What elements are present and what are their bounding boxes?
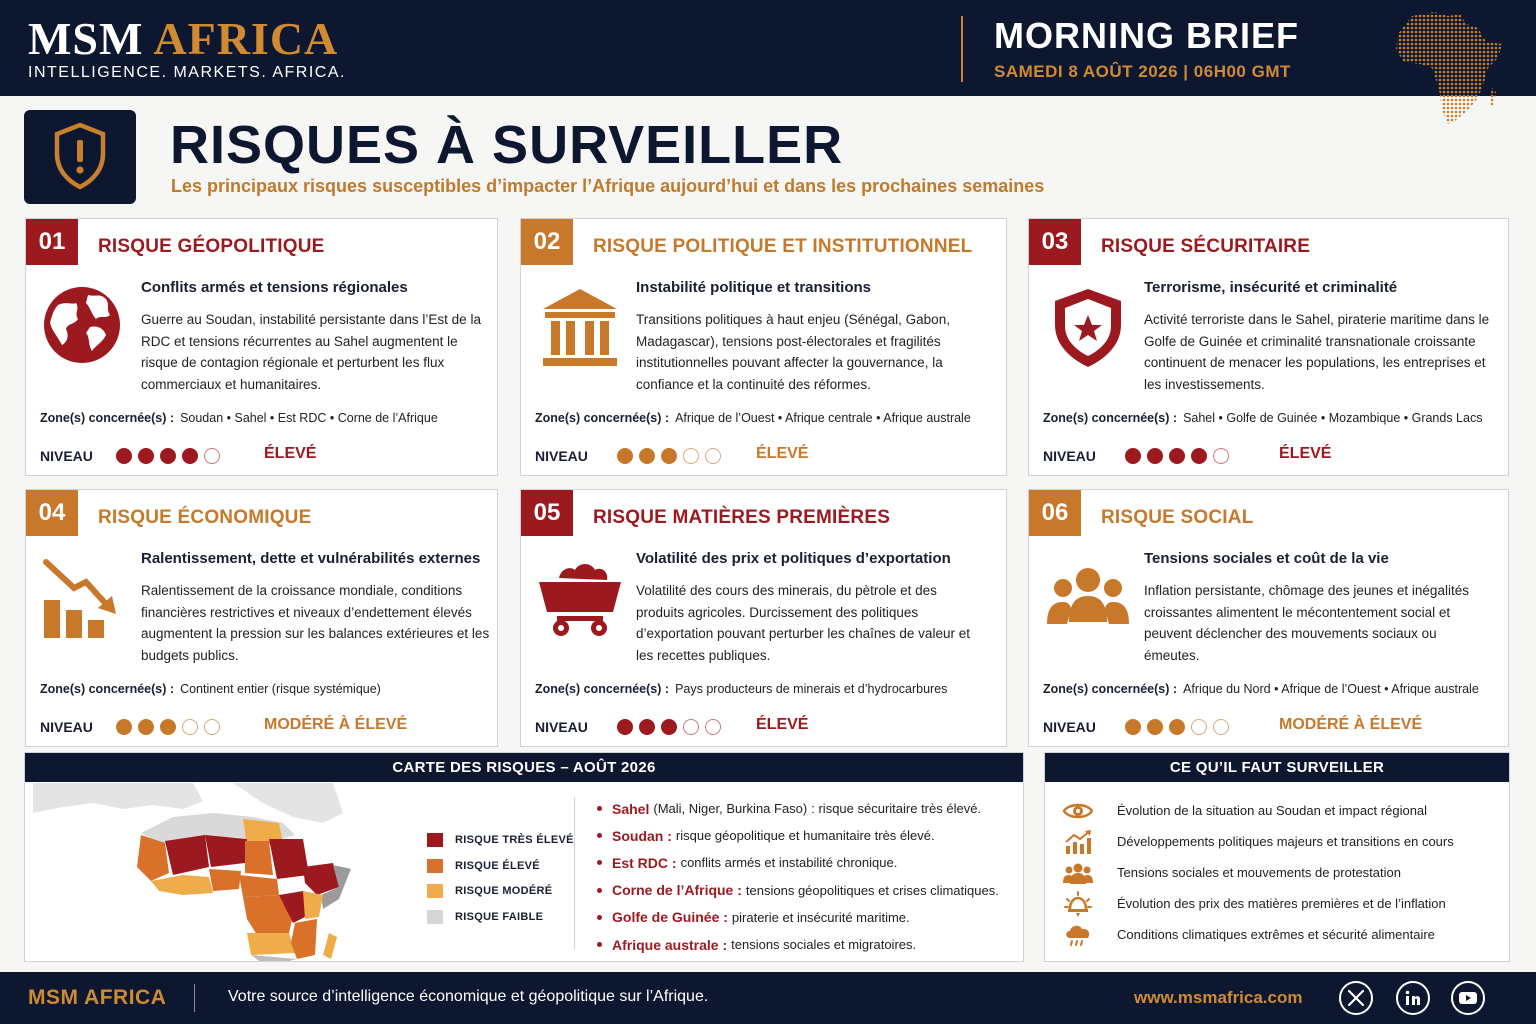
bullet <box>597 888 602 893</box>
region-item: Sahel (Mali, Niger, Burkina Faso) : risque sécuritaire très élevé. <box>597 795 999 822</box>
level-dot-filled <box>160 448 176 464</box>
footer <box>0 972 1536 1024</box>
level-dots <box>1125 448 1229 464</box>
level-dot-filled <box>639 719 655 735</box>
niveau-label: NIVEAU <box>40 448 93 464</box>
watch-item: Évolution des prix des matières premières et de l’inflation <box>1063 888 1454 919</box>
level-dot-empty <box>705 448 721 464</box>
africa-dotted-icon <box>1390 6 1510 130</box>
niveau-label: NIVEAU <box>535 448 588 464</box>
bullet <box>597 833 602 838</box>
region-item: Soudan : risque géopolitique et humanitaire très élevé. <box>597 822 999 849</box>
level-dot-filled <box>1147 448 1163 464</box>
level-dot-filled <box>1125 719 1141 735</box>
level-dot-empty <box>1213 448 1229 464</box>
region-item: Est RDC : conflits armés et instabilité chronique. <box>597 849 999 876</box>
warning-shield-icon <box>54 122 106 190</box>
bullet <box>597 915 602 920</box>
watch-panel-title: CE QU’IL FAUT SURVEILLER <box>1045 753 1509 782</box>
card-description: Guerre au Soudan, instabilité persistante dans l’Est de la RDC et tensions récurrentes au Sahel augmentent le risque de contagion régionale et perturbent les flux commerciaux et humanitaires. <box>141 312 481 392</box>
level-dot-empty <box>1213 719 1229 735</box>
watch-panel <box>1044 752 1510 962</box>
card-number: 02 <box>521 219 573 265</box>
level-dot-filled <box>160 719 176 735</box>
level-dot-filled <box>138 448 154 464</box>
level-dot-empty <box>182 719 198 735</box>
level-dots <box>116 719 220 735</box>
card-title: RISQUE MATIÈRES PREMIÈRES <box>593 507 891 528</box>
niveau-label: NIVEAU <box>1043 719 1096 735</box>
youtube-icon[interactable] <box>1451 981 1485 1015</box>
storm-cloud-icon <box>1063 922 1093 948</box>
eye-icon <box>1063 798 1093 824</box>
card-number: 03 <box>1029 219 1081 265</box>
legend-high: RISQUE ÉLEVÉ <box>427 857 574 875</box>
card-zones: Zone(s) concernée(s) : Afrique du Nord • Afrique de l’Ouest • Afrique australe <box>1043 682 1479 696</box>
risk-card-geopolitical[interactable] <box>25 218 498 476</box>
brief-title: MORNING BRIEF <box>994 15 1299 56</box>
level-dot-filled <box>116 719 132 735</box>
level-dot-filled <box>116 448 132 464</box>
level-dot-filled <box>1125 448 1141 464</box>
legend-swatch <box>427 833 443 847</box>
level-dots <box>1125 719 1229 735</box>
card-description: Transitions politiques à haut enjeu (Sénégal, Gabon, Madagascar), tensions post-électorales et fragilités institutionnelles pouvant affecter la gouvernance, la confiance et la continuité des réformes. <box>636 312 950 392</box>
card-description: Activité terroriste dans le Sahel, piraterie maritime dans le Golfe de Guinée et criminalité transnationale croissante continuent de menacer les populations, les entreprises et les investissements. <box>1144 312 1490 392</box>
card-number: 05 <box>521 490 573 536</box>
watch-item: Tensions sociales et mouvements de protestation <box>1063 857 1454 888</box>
card-number: 04 <box>26 490 78 536</box>
level-dot-filled <box>1169 719 1185 735</box>
legend-moderate: RISQUE MODÉRÉ <box>427 882 574 900</box>
map-divider <box>574 797 575 949</box>
card-subtitle: Conflits armés et tensions régionales <box>141 279 408 296</box>
risk-card-social[interactable] <box>1028 489 1509 747</box>
legend-swatch <box>427 859 443 873</box>
footer-tagline: Votre source d’intelligence économique et géopolitique sur l’Afrique. <box>228 988 709 1005</box>
risk-card-economic[interactable] <box>25 489 498 747</box>
watch-item: Conditions climatiques extrêmes et sécurité alimentaire <box>1063 919 1454 950</box>
level-dot-filled <box>639 448 655 464</box>
growth-chart-icon <box>1063 829 1093 855</box>
people-group-icon <box>1043 554 1133 644</box>
niveau-label: NIVEAU <box>40 719 93 735</box>
card-zones: Zone(s) concernée(s) : Soudan • Sahel • Est RDC • Corne de l’Afrique <box>40 411 438 425</box>
bullet <box>597 942 602 947</box>
legend-swatch <box>427 884 443 898</box>
level-dot-empty <box>705 719 721 735</box>
card-zones: Zone(s) concernée(s) : Afrique de l’Ouest • Afrique centrale • Afrique australe <box>535 411 971 425</box>
level-dots <box>617 719 721 735</box>
page-subtitle: Les principaux risques susceptibles d’impacter l’Afrique aujourd’hui et dans les prochaines semaines <box>171 176 1045 196</box>
x-icon[interactable] <box>1339 981 1373 1015</box>
card-number: 06 <box>1029 490 1081 536</box>
brand-logo[interactable]: MSM AFRICA <box>28 13 339 64</box>
level-dot-empty <box>1191 719 1207 735</box>
card-subtitle: Volatilité des prix et politiques d’exportation <box>636 550 951 567</box>
level-dot-filled <box>182 448 198 464</box>
card-subtitle: Tensions sociales et coût de la vie <box>1144 550 1389 567</box>
level-dot-filled <box>1169 448 1185 464</box>
risk-card-commodities[interactable] <box>520 489 1007 747</box>
map-panel-title: CARTE DES RISQUES – AOÛT 2026 <box>25 753 1023 782</box>
card-title: RISQUE ÉCONOMIQUE <box>98 507 312 528</box>
niveau-label: NIVEAU <box>535 719 588 735</box>
footer-brand[interactable]: MSM AFRICA <box>28 986 167 1009</box>
footer-website-link[interactable]: www.msmafrica.com <box>1134 988 1303 1007</box>
level-dots <box>116 448 220 464</box>
level-dot-empty <box>204 448 220 464</box>
risk-map-panel <box>24 752 1024 962</box>
footer-divider <box>194 984 195 1012</box>
legend-swatch <box>427 910 443 924</box>
linkedin-icon[interactable] <box>1396 981 1430 1015</box>
region-list <box>597 795 999 958</box>
bullet <box>597 860 602 865</box>
legend-very-high: RISQUE TRÈS ÉLEVÉ <box>427 831 574 849</box>
globe-icon <box>40 283 130 373</box>
mine-cart-icon <box>535 554 625 644</box>
level-dot-empty <box>204 719 220 735</box>
legend-low: RISQUE FAIBLE <box>427 908 574 926</box>
shield-star-icon <box>1043 283 1133 373</box>
brand-tagline: INTELLIGENCE. MARKETS. AFRICA. <box>28 64 346 81</box>
card-description: Volatilité des cours des minerais, du pètrole et des produits agricoles. Durcissement des politiques d’exportation pouvant perturber les chaînes de valeur et les recettes publiques. <box>636 583 970 663</box>
risk-card-political[interactable] <box>520 218 1007 476</box>
level-value: MODÉRÉ À ÉLEVÉ <box>264 716 408 733</box>
card-subtitle: Instabilité politique et transitions <box>636 279 872 296</box>
level-dots <box>617 448 721 464</box>
watch-item: Évolution de la situation au Soudan et impact régional <box>1063 795 1454 826</box>
region-item: Corne de l’Afrique : tensions géopolitiques et crises climatiques. <box>597 877 999 904</box>
level-dot-empty <box>683 448 699 464</box>
africa-risk-map[interactable] <box>33 783 423 961</box>
card-title: RISQUE GÉOPOLITIQUE <box>98 236 325 257</box>
sun-alert-icon <box>1063 891 1093 917</box>
level-value: ÉLEVÉ <box>756 445 809 462</box>
institution-icon <box>535 283 625 373</box>
watch-list <box>1063 795 1454 950</box>
region-item: Golfe de Guinée : piraterie et insécurité maritime. <box>597 904 999 931</box>
people-icon <box>1063 860 1093 886</box>
level-dot-filled <box>1147 719 1163 735</box>
level-value: MODÉRÉ À ÉLEVÉ <box>1279 716 1423 733</box>
watch-item: Développements politiques majeurs et transitions en cours <box>1063 826 1454 857</box>
card-title: RISQUE SOCIAL <box>1101 507 1254 528</box>
level-value: ÉLEVÉ <box>756 716 809 733</box>
level-dot-empty <box>683 719 699 735</box>
header-divider <box>961 16 963 82</box>
brief-date: SAMEDI 8 AOÛT 2026 | 06H00 GMT <box>994 62 1291 81</box>
map-legend <box>427 831 574 933</box>
level-value: ÉLEVÉ <box>264 445 317 462</box>
card-description: Inflation persistante, chômage des jeunes et inégalités croissantes alimentent le mécontentement social et peuvent déclencher des mouvements sociaux ou émeutes. <box>1144 583 1469 663</box>
level-value: ÉLEVÉ <box>1279 445 1332 462</box>
region-item: Afrique australe : tensions sociales et migratoires. <box>597 931 999 958</box>
bullet <box>597 806 602 811</box>
card-title: RISQUE POLITIQUE ET INSTITUTIONNEL <box>593 236 973 257</box>
page-title: RISQUES À SURVEILLER <box>170 115 844 175</box>
card-subtitle: Ralentissement, dette et vulnérabilités externes <box>141 550 481 567</box>
card-number: 01 <box>26 219 78 265</box>
level-dot-filled <box>617 719 633 735</box>
level-dot-filled <box>617 448 633 464</box>
risk-card-security[interactable] <box>1028 218 1509 476</box>
level-dot-filled <box>661 719 677 735</box>
card-title: RISQUE SÉCURITAIRE <box>1101 236 1311 257</box>
warning-badge <box>24 110 136 204</box>
header <box>0 0 1536 96</box>
level-dot-filled <box>1191 448 1207 464</box>
level-dot-filled <box>661 448 677 464</box>
card-subtitle: Terrorisme, insécurité et criminalité <box>1144 279 1398 296</box>
card-zones: Zone(s) concernée(s) : Continent entier (risque systémique) <box>40 682 381 696</box>
card-description: Ralentissement de la croissance mondiale, conditions financières restrictives et niveaux d’endettement élevés augmentent la pression sur les balances extérieures et les budgets publics. <box>141 583 490 663</box>
level-dot-filled <box>138 719 154 735</box>
card-zones: Zone(s) concernée(s) : Pays producteurs de minerais et d’hydrocarbures <box>535 682 948 696</box>
card-zones: Zone(s) concernée(s) : Sahel • Golfe de Guinée • Mozambique • Grands Lacs <box>1043 411 1483 425</box>
niveau-label: NIVEAU <box>1043 448 1096 464</box>
declining-chart-icon <box>40 554 130 644</box>
